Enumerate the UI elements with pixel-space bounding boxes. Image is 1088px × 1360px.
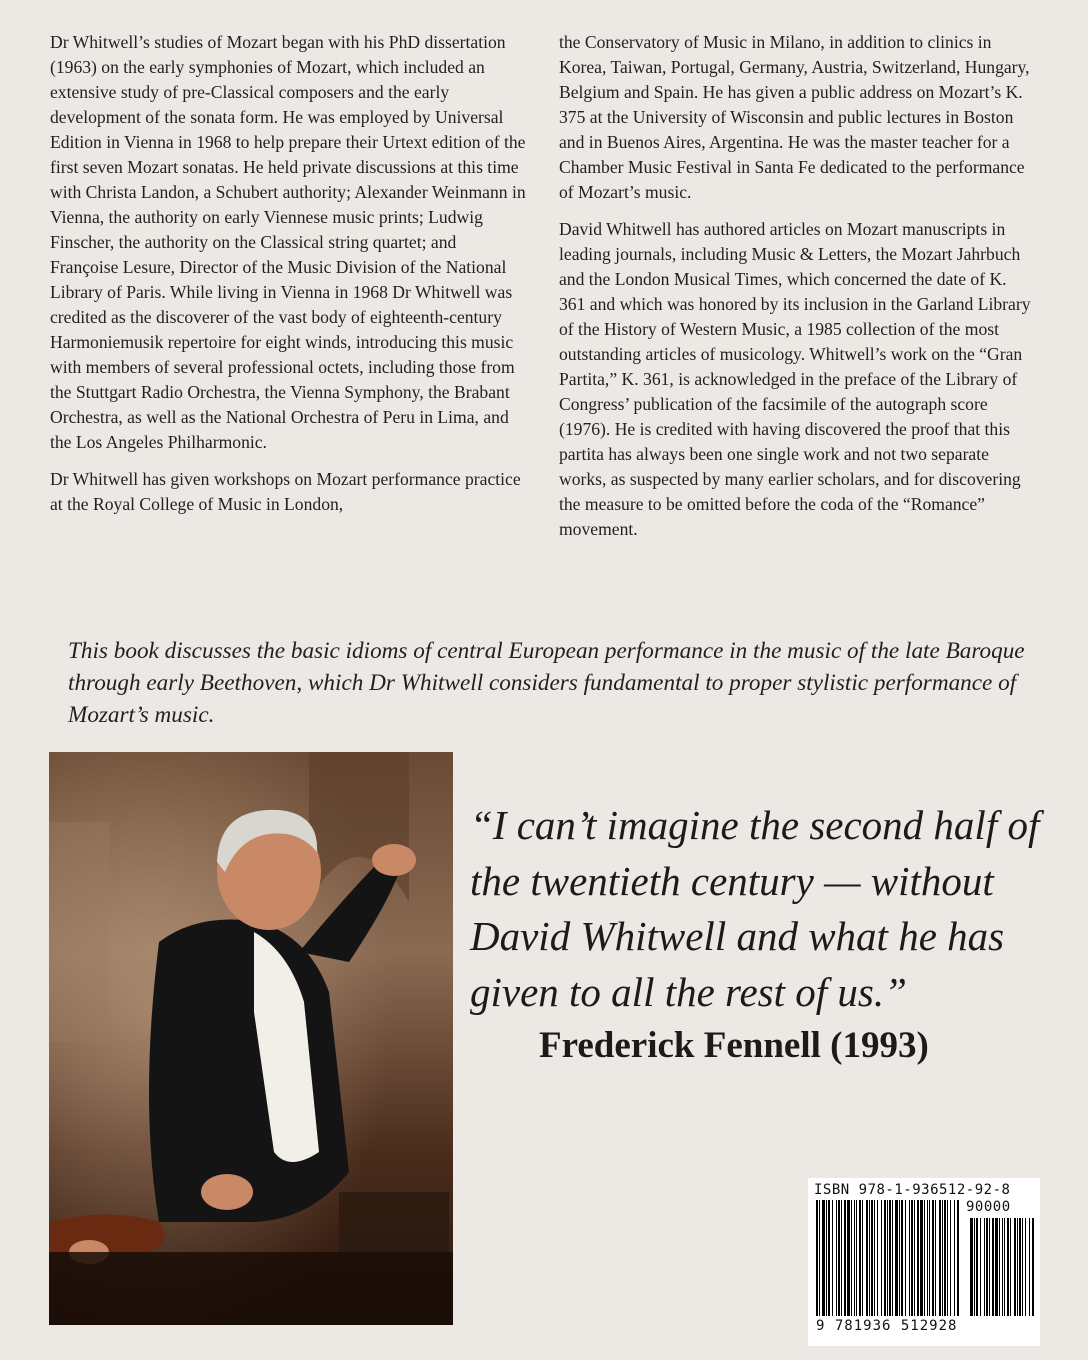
barcode-bar [947,1200,948,1316]
barcode-bar [935,1200,936,1316]
barcode-bar [924,1200,925,1316]
quote-attribution: Frederick Fennell (1993) [539,1025,929,1066]
barcode-bar [892,1200,893,1316]
barcode-bar [822,1200,825,1316]
barcode-bar [828,1200,830,1316]
barcode-bar [957,1200,959,1316]
bio-paragraph: the Conservatory of Music in Milano, in addition to clinics in Korea, Taiwan, Portugal, Germany, Austria, Switzerland, Hungary, Belgium and Spain. He has given a public address on Mozart’s K. 375 at the University of Wisconsin and public lectures in Boston and in Buenos Aires, Argentina. He was the master teacher for a Chamber Music Festival in Santa Fe dedicated to the performance of Mozart’s music. [559,32,1030,202]
barcode-bar [932,1200,934,1316]
barcode-bar [970,1218,973,1316]
barcode-bar [986,1218,988,1316]
price-code: 90000 [966,1199,1011,1215]
barcode-bar [871,1200,873,1316]
barcode-bar [976,1218,978,1316]
barcode-bar [927,1200,928,1316]
barcode-bar [832,1200,833,1316]
barcode-bar [847,1200,850,1316]
barcode-bar [914,1200,915,1316]
barcode-bar [874,1200,875,1316]
barcode-bar [992,1218,994,1316]
barcode-bar [939,1200,941,1316]
bio-column-left [50,30,528,529]
barcode-bar [980,1218,981,1316]
barcode-bar [984,1218,985,1316]
barcode-bar [856,1200,857,1316]
barcode-bar [901,1200,903,1316]
barcode-bar [1004,1218,1005,1316]
isbn-label: ISBN 978-1-936512-92-8 [814,1182,1011,1198]
barcode-bar [1022,1218,1023,1316]
barcode-bar [869,1200,870,1316]
barcode-bar [974,1218,975,1316]
barcode-bar [895,1200,898,1316]
barcode-bar [995,1218,998,1316]
barcode-bar [1019,1218,1021,1316]
barcode-bar [887,1200,888,1316]
barcode-bar [1029,1218,1030,1316]
endorsement-quote: “I can’t imagine the second half of the twentieth century — without David Whitwell and what he has given to all the rest of us.” [470,802,1040,1015]
barcode-bar [838,1200,840,1316]
bio-column-right [559,30,1037,554]
barcode-bar [1032,1218,1034,1316]
ean-digits: 9 781936 512928 [816,1318,958,1334]
barcode-bar [950,1200,951,1316]
barcode-bar [844,1200,846,1316]
barcode-bar [862,1200,863,1316]
barcode-bar [909,1200,910,1316]
barcode-bar [819,1200,820,1316]
barcode-bar [917,1200,919,1316]
barcode-bar [1017,1218,1018,1316]
barcode-bar [944,1200,946,1316]
barcode-bar [954,1200,955,1316]
barcode-bar [877,1200,878,1316]
bio-paragraph: Dr Whitwell has given workshops on Mozart performance practice at the Royal College of Music in London, [50,469,521,514]
bio-paragraph: David Whitwell has authored articles on Mozart manuscripts in leading journals, including Music & Letters, the Mozart Jahrbuch and the London Musical Times, which concerned the date of K. 361 and which was honored by its inclusion in the Garland Library of the History of Western Music, a 1985 collection of the most outstanding articles of musicology. Whitwell’s work on the “Gran Partita,” K. 361, is acknowledged in the preface of the Library of Congress’ publication of the facsimile of the autograph score (1976). He is credited with having discovered the proof that this partita has always been one single work and not two separate works, as suspected by many earlier scholars, and for discovering the measure to be omitted before the coda of the “Romance” movement. [559,219,1031,539]
barcode-bar [1002,1218,1003,1316]
barcode-bar [1025,1218,1026,1316]
barcode-bar [989,1218,990,1316]
barcode-bar [911,1200,913,1316]
barcode-bar [841,1200,842,1316]
isbn-barcode [808,1178,1040,1346]
barcode-bar [816,1200,818,1316]
barcode-bar [1014,1218,1016,1316]
barcode-bar [905,1200,906,1316]
barcode-bar [942,1200,943,1316]
barcode-bar [1010,1218,1011,1316]
barcode-bar [899,1200,900,1316]
barcode-bar [999,1218,1000,1316]
book-blurb: This book discusses the basic idioms of central European performance in the music of the late Baroque through early Beethoven, which Dr Whitwell considers fundamental to proper stylistic performance of Mozart’s music. [68,638,1025,728]
barcode-bar [884,1200,886,1316]
conductor-photo [49,752,453,1325]
barcode-bar [929,1200,930,1316]
barcode-bar [920,1200,923,1316]
barcode-bar [889,1200,891,1316]
barcode-bar [866,1200,868,1316]
barcode-bar [854,1200,855,1316]
barcode-bar [881,1200,882,1316]
barcode-bar [836,1200,837,1316]
barcode-bar [851,1200,852,1316]
barcode-bar [826,1200,827,1316]
barcode-bar [1007,1218,1009,1316]
barcode-bar [859,1200,861,1316]
bio-paragraph: Dr Whitwell’s studies of Mozart began with his PhD dissertation (1963) on the early symphonies of Mozart, which included an extensive study of pre-Classical composers and the early development of the sonata form. He was employed by Universal Edition in Vienna in 1968 to help prepare their Urtext edition of the first seven Mozart sonatas. He held private discussions at this time with Christa Landon, a Schubert authority; Alexander Weinmann in Vienna, the authority on early Viennese music prints; Ludwig Finscher, the authority on the Classical string quartet; and Françoise Lesure, Director of the Music Division of the National Library of Paris. While living in Vienna in 1968 Dr Whitwell was credited as the discoverer of the vast body of eighteenth-century Harmoniemusik repertoire for eight winds, introducing this music with members of several professional octets, including those from the Stuttgart Radio Orchestra, the Vienna Symphony, the Brabant Orchestra, as well as the National Orchestra of Peru in Lima, and the Los Angeles Philharmonic. [50,32,526,452]
